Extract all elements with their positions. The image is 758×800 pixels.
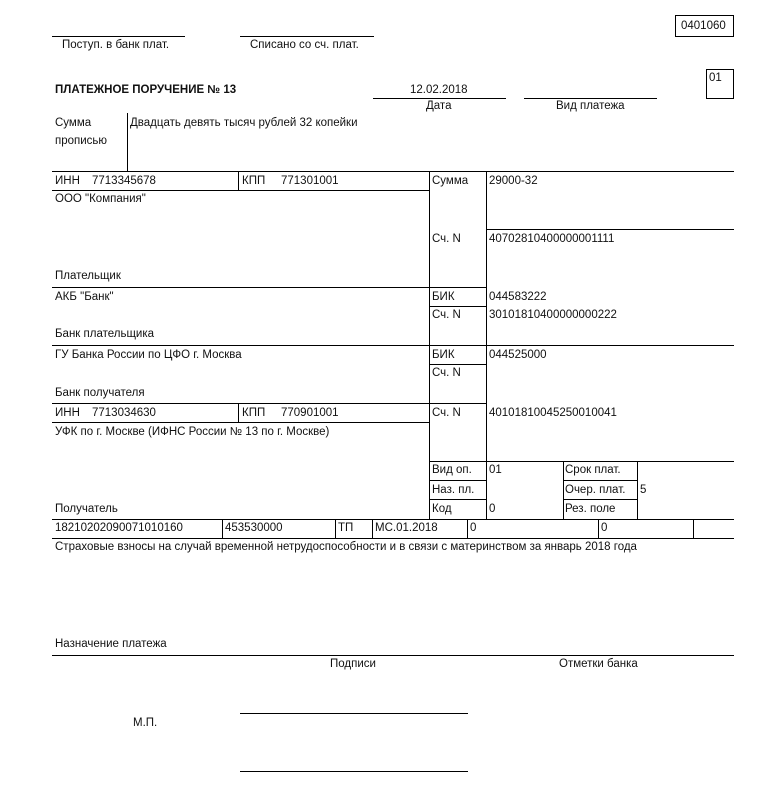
rez-label: Рез. поле (565, 503, 616, 515)
grid-line (563, 480, 637, 481)
signature-line-1 (240, 713, 468, 714)
naz-pl-label: Наз. пл. (432, 484, 475, 496)
grid-line (598, 519, 599, 538)
payer-account: 40702810400000001111 (489, 233, 615, 245)
payer-label: Плательщик (55, 270, 121, 282)
received-label: Поступ. в банк плат. (62, 39, 170, 51)
payer-bank-account: 30101810400000000222 (489, 309, 617, 321)
grid-line (372, 519, 373, 538)
vid-op-label: Вид оп. (432, 464, 472, 476)
payer-bank-name: АКБ "Банк" (55, 291, 114, 303)
tax-period: МС.01.2018 (375, 522, 438, 534)
grid-line (238, 171, 239, 190)
payment-type-label: Вид платежа (556, 100, 625, 112)
grid-line (467, 519, 468, 538)
grid-line (429, 461, 734, 462)
received-line (52, 36, 185, 37)
payee-label: Получатель (55, 503, 118, 515)
grid-line (429, 171, 430, 519)
amount-label: Сумма (432, 175, 469, 187)
payee-bank-bik: 044525000 (489, 349, 547, 361)
amount-words-value: Двадцать девять тысяч рублей 32 копейки (130, 117, 358, 129)
grid-line (222, 519, 223, 538)
date-value: 12.02.2018 (410, 84, 468, 96)
amount-words-label-1: Сумма (55, 117, 92, 129)
grid-line (486, 229, 734, 230)
grid-line (52, 287, 486, 288)
tax-basis: ТП (338, 522, 354, 534)
payer-name: ООО "Компания" (55, 193, 146, 205)
grid-line (486, 171, 487, 519)
vid-op: 01 (489, 464, 502, 476)
amount-words-divider (127, 113, 128, 171)
tax-kbk: 18210202090071010160 (55, 522, 183, 534)
payer-kpp: 771301001 (281, 175, 339, 187)
payee-bank-name: ГУ Банка России по ЦФО г. Москва (55, 349, 242, 361)
grid-line (335, 519, 336, 538)
payer-inn: 7713345678 (92, 175, 156, 187)
payee-account: 40101810045250010041 (489, 407, 617, 419)
grid-line (52, 190, 429, 191)
amount-words-label-2: прописью (55, 135, 108, 147)
tax-oktmo: 453530000 (225, 522, 283, 534)
grid-line (52, 519, 734, 520)
form-code: 0401060 (681, 20, 726, 32)
payee-bank-account-label: Сч. N (432, 367, 461, 379)
purpose-label: Назначение платежа (55, 638, 167, 650)
payee-account-label: Сч. N (432, 407, 461, 419)
grid-line (429, 364, 486, 365)
grid-line (429, 499, 486, 500)
amount-value: 29000-32 (489, 175, 538, 187)
bank-marks-label: Отметки банка (559, 658, 638, 670)
page-title: ПЛАТЕЖНОЕ ПОРУЧЕНИЕ № 13 (55, 84, 237, 96)
date-label: Дата (426, 100, 452, 112)
grid-line (429, 306, 486, 307)
payer-bank-bik-label: БИК (432, 291, 455, 303)
ocher-label: Очер. плат. (565, 484, 626, 496)
grid-line (238, 403, 239, 422)
kod: 0 (489, 503, 496, 515)
grid-line (52, 655, 734, 656)
payer-account-label: Сч. N (432, 233, 461, 245)
grid-line (52, 403, 486, 404)
payee-kpp-label: КПП (242, 407, 266, 419)
grid-line (637, 461, 638, 519)
grid-line (52, 422, 429, 423)
signatures-label: Подписи (330, 658, 376, 670)
signature-line-2 (240, 771, 468, 772)
payer-bank-bik: 044583222 (489, 291, 547, 303)
grid-line (52, 538, 734, 539)
tax-doc-number: 0 (470, 522, 477, 534)
status-code: 01 (709, 72, 722, 84)
grid-line (563, 461, 564, 519)
payee-name: УФК по г. Москве (ИФНС России № 13 по г. Москве) (55, 426, 330, 438)
payee-bank-label: Банк получателя (55, 387, 145, 399)
kod-label: Код (432, 503, 452, 515)
payee-inn: 7713034630 (92, 407, 156, 419)
debited-line (240, 36, 374, 37)
grid-line (429, 480, 486, 481)
srok-label: Срок плат. (565, 464, 621, 476)
grid-line (563, 499, 637, 500)
grid-line (52, 171, 734, 172)
stamp-label: М.П. (133, 717, 158, 729)
tax-doc-date: 0 (601, 522, 608, 534)
grid-line (52, 345, 734, 346)
ocher: 5 (640, 484, 647, 496)
purpose-text: Страховые взносы на случай временной нетрудоспособности и в связи с материнством за январь 2018 года (55, 541, 637, 553)
payer-kpp-label: КПП (242, 175, 266, 187)
debited-label: Списано со сч. плат. (250, 39, 359, 51)
payer-inn-label: ИНН (55, 175, 80, 187)
grid-line (693, 519, 694, 538)
payer-bank-label: Банк плательщика (55, 328, 155, 340)
payer-bank-account-label: Сч. N (432, 309, 461, 321)
payee-kpp: 770901001 (281, 407, 339, 419)
payee-bank-bik-label: БИК (432, 349, 455, 361)
payee-inn-label: ИНН (55, 407, 80, 419)
